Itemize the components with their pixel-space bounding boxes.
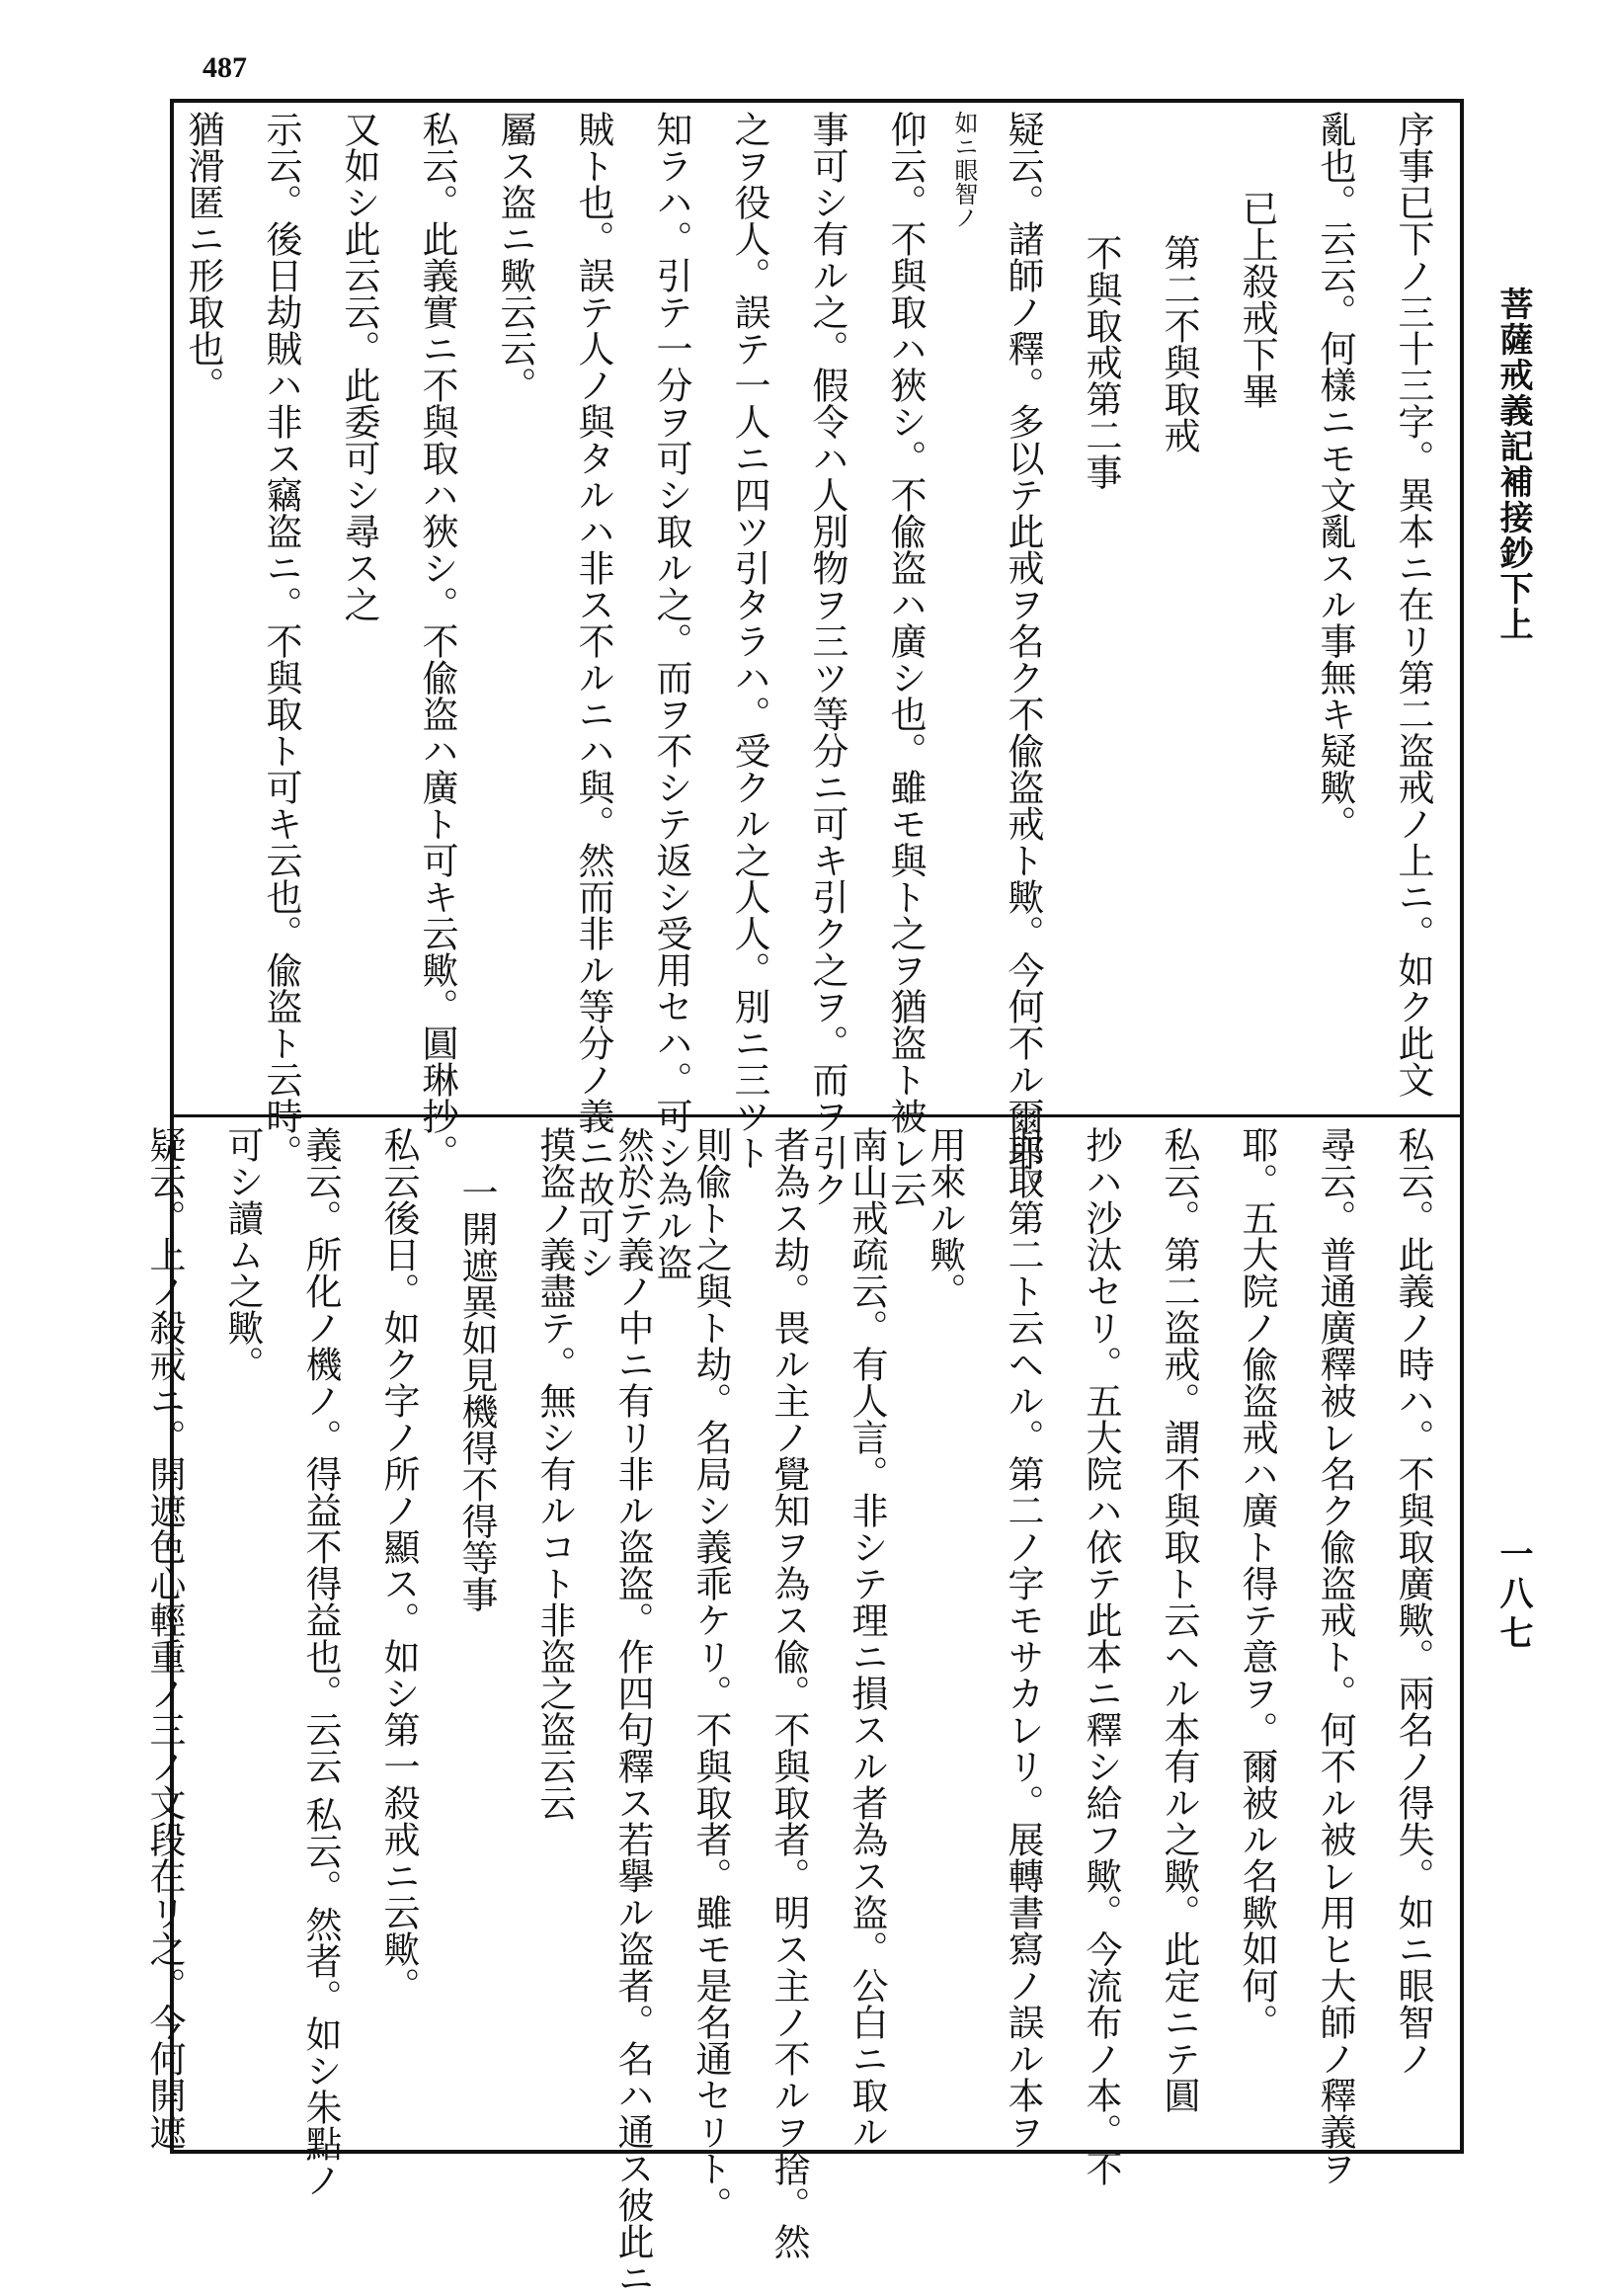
text-column: 耶。五大院ノ偸盗戒ハ廣ト得テ意ヲ。爾被ル名歟如何。 [1236,1126,1278,2040]
text-column: 屬ス盗ニ歟云云。 [494,111,536,403]
text-column: 私云後日。如ク字ノ所ノ顯ス。如シ第一殺戒ニ云歟。 [377,1126,420,2004]
text-column: 知ラハ。引テ一分ヲ可シ取ル之。而ヲ不シテ返シ受用セハ。可シ為ル盗 [650,111,692,1280]
sub-heading: 不與取戒第二事 [1080,234,1122,490]
text-column: 與取第二ト云ヘル。第二ノ字モサカレリ。展轉書寫ノ誤ル本ヲ [1002,1126,1044,2150]
text-column: 私云。此義實ニ不與取ハ狹シ。不偸盗ハ廣ト可キ云歟。圓琳抄。 [416,111,458,1171]
spine-title: 菩薩戒義記補接鈔下上 [1493,287,1533,642]
text-column: 可シ讀ム之歟。 [221,1126,264,1382]
text-column: 用來ル歟。 [924,1126,966,1309]
text-column: 摸盗ノ義盡テ。無シ有ルコト非盗之盗云云 [533,1126,576,1821]
text-column: 猶滑匿ニ形取也。 [182,111,224,403]
text-column: 事可シ有ル之。假令ハ人別物ヲ三ツ等分ニ可キ引ク之ヲ。而ヲ引ク [806,111,848,1207]
text-column: 又如シ此云云。此委可シ尋ス之 [338,111,380,622]
text-column: 抄ハ沙汰セリ。五大院ハ依テ此本ニ釋シ給フ歟。今流布ノ本。不 [1080,1126,1122,2186]
text-column: 賊ト也。誤テ人ノ與タルハ非ス不ルニハ與。然而非ル等分ノ義ニ故可シ [572,111,614,1280]
text-column: 然於テ義ノ中ニ有リ非ル盗盗。作四句釋ス若擧ル盗者。名ハ通ス彼此ニ [611,1126,654,2296]
lower-text-block [143,1126,1452,2296]
text-column: 者為ス劫。畏ル主ノ覺知ヲ為ス偸。不與取者。明ス主ノ不ルヲ捨。然 [767,1126,810,2259]
text-column: 示云。後日劫賊ハ非ス竊盗ニ。不與取ト可キ云也。偸盗ト云時。 [260,111,302,1171]
text-column: 亂也。云云。何樣ニモ文亂スル事無キ疑歟。 [1314,111,1356,842]
text-column: 之ヲ役人。誤テ一人ニ四ツ引タラハ。受クル之人人。別ニ三ツト [728,111,770,1171]
text-column: 序事已下ノ三十三字。異本ニ在リ第二盗戒ノ上ニ。如ク此文 [1392,111,1434,1098]
section-end-heading: 已上殺戒下畢 [1236,190,1278,409]
section-heading: 一開遮異如見機得不得等事 [455,1174,498,1612]
text-column: 疑云。上ノ殺戒ニ。開遮色心輕重ノ三ノ文段在リ之。今何開遮 [143,1126,186,2150]
text-column: 尋云。普通廣釋被レ名ク偸盗戒ト。何不ル被レ用ヒ大師ノ釋義ヲ [1314,1126,1356,2186]
text-column: 南山戒疏云。有人言。非シテ理ニ損スル者為ス盗。公白ニ取ル [846,1126,888,2150]
text-column: 義云。所化ノ機ノ。得益不得益也。云云 私云。然者。如シ朱點ノ [299,1126,342,2198]
annotation-column: 如ニ眼智ノ [950,111,978,229]
text-column: 私云。第二盗戒。謂不與取ト云ヘル本有ル之歟。此定ニテ圓 [1158,1126,1200,2113]
text-column: 則偸ト之與ト劫。名局シ義乖ケリ。不與取者。雖モ是名通セリト。 [689,1126,732,2223]
text-column: 疑云。諸師ノ釋。多以テ此戒ヲ名ク不偸盗戒ト歟。今何不ル爾耶。 [1002,111,1044,1207]
text-column: 仰云。不與取ハ狹シ。不偸盗ハ廣シ也。雖モ與ト之ヲ猶盗ト被レ云 [884,111,927,1207]
folio-number: 一八七 [1493,1536,1533,1655]
text-column: 私云。此義ノ時ハ。不與取廣歟。兩名ノ得失。如ニ眼智ノ [1392,1126,1434,2077]
page-number-top: 487 [202,51,247,84]
section-heading: 第二不與取戒 [1158,234,1200,453]
